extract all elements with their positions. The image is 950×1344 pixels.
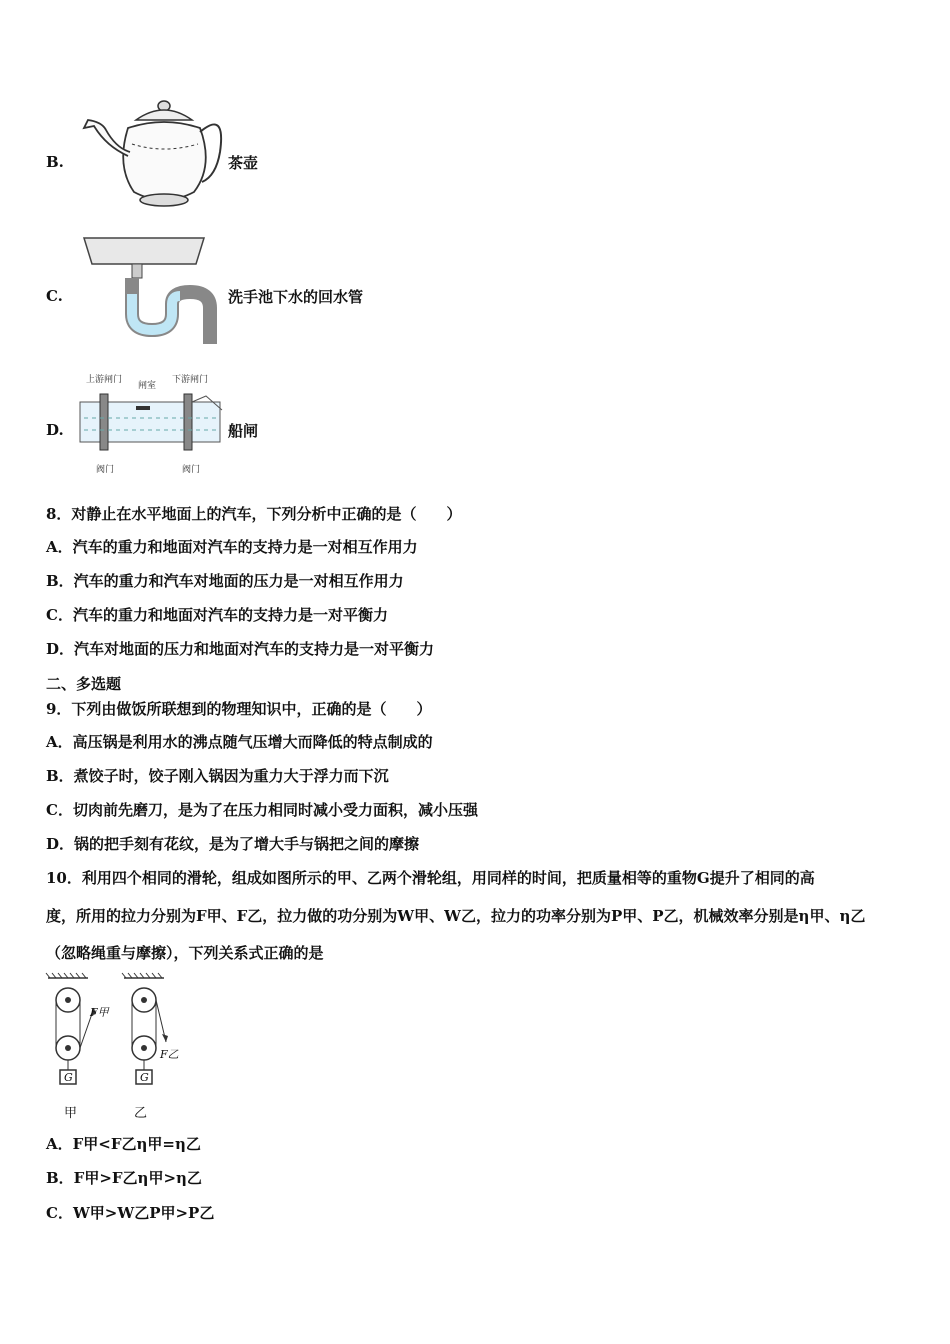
q10-option-b: B．F甲>F乙η甲>η乙 xyxy=(46,1169,202,1187)
sink-trap-figure xyxy=(80,234,230,346)
q7-option-b-letter: B. xyxy=(46,153,64,171)
q9-option-d: D．锅的把手刻有花纹，是为了增大手与锅把之间的摩擦 xyxy=(46,835,420,853)
q8-option-d: D．汽车对地面的压力和地面对汽车的支持力是一对平衡力 xyxy=(46,640,435,658)
q7-option-d-caption: 船闸 xyxy=(228,422,259,440)
teapot-figure xyxy=(76,96,226,214)
q10-line-1: 10．利用四个相同的滑轮，组成如图所示的甲、乙两个滑轮组，用同样的时间，把质量相等的重物G提升了相同的高 xyxy=(46,869,815,887)
q8-stem: 8．对静止在水平地面上的汽车，下列分析中正确的是（ ） xyxy=(46,505,462,523)
pulley-right-name: 乙 xyxy=(134,1106,148,1121)
valve-label-1: 阀门 xyxy=(96,465,115,475)
q7-option-b-caption: 茶壶 xyxy=(228,154,259,172)
pulley-left-name: 甲 xyxy=(64,1106,78,1121)
q7-option-c-letter: C. xyxy=(46,287,63,305)
weight-label-right: G xyxy=(140,1071,149,1084)
up-gate-label: 上游闸门 xyxy=(86,375,123,385)
q10-option-c: C．W甲>W乙P甲>P乙 xyxy=(46,1204,215,1222)
force-label-right: F乙 xyxy=(160,1048,179,1061)
force-label-left: F甲 xyxy=(90,1006,109,1019)
q7-option-c-caption: 洗手池下水的回水管 xyxy=(228,288,364,306)
q9-option-a: A．高压锅是利用水的沸点随气压增大而降低的特点制成的 xyxy=(46,733,433,751)
q7-option-d-letter: D. xyxy=(46,421,64,439)
chamber-label: 闸室 xyxy=(138,381,157,391)
q9-option-b: B．煮饺子时，饺子刚入锅因为重力大于浮力而下沉 xyxy=(46,767,389,785)
q9-stem: 9．下列由做饭所联想到的物理知识中，正确的是（ ） xyxy=(46,700,432,718)
valve-label-2: 阀门 xyxy=(182,465,201,475)
q8-option-a: A．汽车的重力和地面对汽车的支持力是一对相互作用力 xyxy=(46,538,418,556)
q9-option-c: C．切肉前先磨刀，是为了在压力相同时减小受力面积，减小压强 xyxy=(46,801,478,819)
q8-option-c: C．汽车的重力和地面对汽车的支持力是一对平衡力 xyxy=(46,606,388,624)
weight-label-left: G xyxy=(64,1071,73,1084)
q10-line-2: 度，所用的拉力分别为F甲、F乙，拉力做的功分别为W甲、W乙，拉力的功率分别为P甲、P乙，机械效率分别是η甲、η乙 xyxy=(46,907,866,925)
section-title: 二、多选题 xyxy=(46,675,122,693)
q10-line-3: （忽略绳重与摩擦），下列关系式正确的是 xyxy=(46,944,324,962)
q8-option-b: B．汽车的重力和汽车对地面的压力是一对相互作用力 xyxy=(46,572,404,590)
down-gate-label: 下游闸门 xyxy=(172,375,209,385)
q10-option-a: A．F甲<F乙η甲=η乙 xyxy=(46,1135,201,1153)
